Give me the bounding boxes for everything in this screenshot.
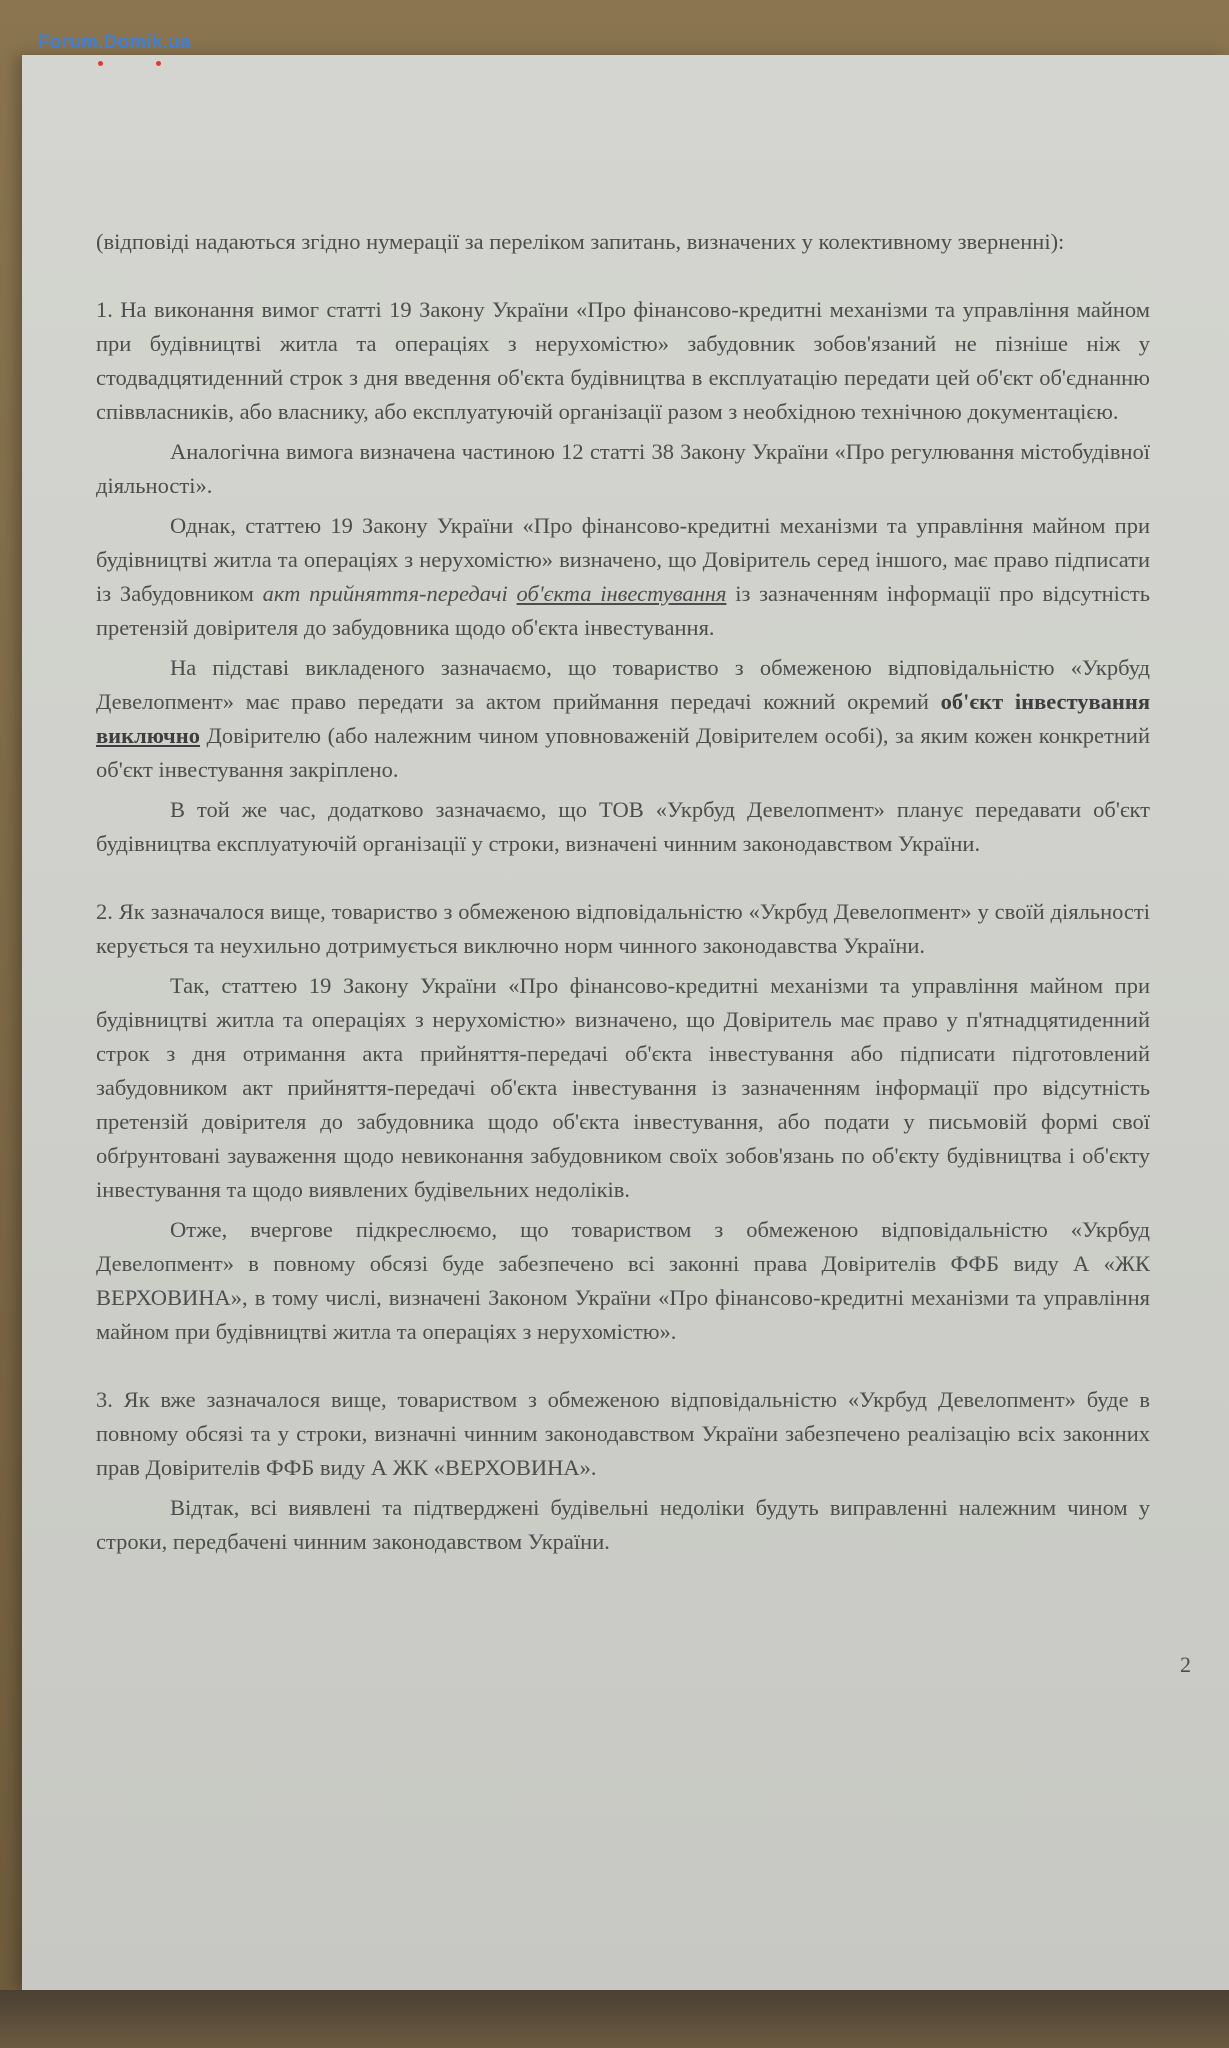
watermark-dot-icon — [156, 61, 161, 66]
paragraph-7: Так, статтею 19 Закону України «Про фінансово-кредитні механізми та управління майном при будівництві житла та операціях з нерухомістю» визначено, що Довіритель має право у п'ятнадцятиденний строк з дня отримання акта прийняття-передачі об'єкта інвестування або підписати підготовлений забудовником акт прийняття-передачі об'єкта інвестування із зазначенням інформації про відсутність претензій довірителя до забудовника щодо об'єкта інвестування, або подати у письмовій формі свої обґрунтовані зауваження щодо невиконання забудовником своїх зобов'язань по об'єкту будівництва і об'єкту інвестування та щодо виявлених будівельних недоліків. — [96, 973, 1150, 1202]
p4-text-end: Довірителю (або належним чином уповноваженій Довірителем особі), за яким кожен конкретний об'єкт інвестування закріплено. — [96, 723, 1150, 782]
intro-paragraph: (відповіді надаються згідно нумерації за переліком запитань, визначених у колективному зверненні): — [96, 229, 1065, 254]
p4-bold-underlined: виключно — [96, 723, 200, 748]
page-number: 2 — [1180, 1652, 1191, 1677]
watermark-dot-icon — [98, 61, 103, 66]
paragraph-6: 2. Як зазначалося вище, товариство з обмеженою відповідальністю «Укрбуд Девелопмент» у своїй діяльності керується та неухильно дотримується виключно норм чинного законодавства України. — [96, 899, 1150, 958]
p3-italic: акт прийняття-передачі — [262, 581, 517, 606]
p3-text-end: із зазначенням інформації про відсутність претензій довірителя до забудовника щодо об'єкта інвестування. — [96, 581, 1150, 640]
watermark-logo: Forum.Domik.ua — [38, 32, 191, 53]
letter-body — [96, 225, 1150, 1559]
p4-text: На підставі викладеного зазначаємо, що товариство з обмеженою відповідальністю «Укрбуд Девелопмент» має право передати за актом приймання передачі кожний окремий — [96, 655, 1150, 714]
page-bottom-shadow — [0, 1990, 1229, 2048]
paragraph-2: Аналогічна вимога визначена частиною 12 статті 38 Закону України «Про регулювання містобудівної діяльності». — [96, 439, 1150, 498]
paragraph-5: В той же час, додатково зазначаємо, що ТОВ «Укрбуд Девелопмент» планує передавати об'єкт будівництва експлуатуючій організації у строки, визначені чинним законодавством України. — [96, 797, 1150, 856]
paragraph-3 — [96, 509, 1150, 645]
paragraph-10: Відтак, всі виявлені та підтверджені будівельні недоліки будуть виправленні належним чином у строки, передбачені чинним законодавством України. — [96, 1495, 1150, 1554]
p3-italic-underlined: об'єкта інвестування — [516, 581, 727, 606]
paragraph-1: 1. На виконання вимог статті 19 Закону України «Про фінансово-кредитні механізми та управління майном при будівництві житла та операціях з нерухомістю» забудовник зобов'язаний не пізніше ніж у стодвадцятиденний строк з дня введення об'єкта будівництва в експлуатацію передати цей об'єкт об'єднанню співвласників, або власнику, або експлуатуючій організації разом з необхідною технічною документацією. — [96, 297, 1150, 424]
paragraph-8: Отже, вчергове підкреслюємо, що товариством з обмеженою відповідальністю «Укрбуд Девелопмент» в повному обсязі буде забезпечено всі законні права Довірителів ФФБ виду А «ЖК ВЕРХОВИНА», в тому числі, визначені Законом України «Про фінансово-кредитні механізми та управління майном при будівництві житла та операціях з нерухомістю». — [96, 1217, 1150, 1344]
p4-bold: об'єкт інвестування — [940, 689, 1150, 714]
paragraph-4 — [96, 651, 1150, 787]
p3-text: Однак, статтею 19 Закону України «Про фінансово-кредитні механізми та управління майном при будівництві житла та операціях з нерухомістю» визначено, що Довіритель серед іншого, має право підписати із Забудовником — [96, 513, 1150, 606]
paragraph-9: 3. Як вже зазначалося вище, товариством з обмеженою відповідальністю «Укрбуд Девелопмент» буде в повному обсязі та у строки, визначні чинним законодавством України забезпечено реалізацію всіх законних прав Довірителів ФФБ виду А ЖК «ВЕРХОВИНА». — [96, 1387, 1150, 1480]
